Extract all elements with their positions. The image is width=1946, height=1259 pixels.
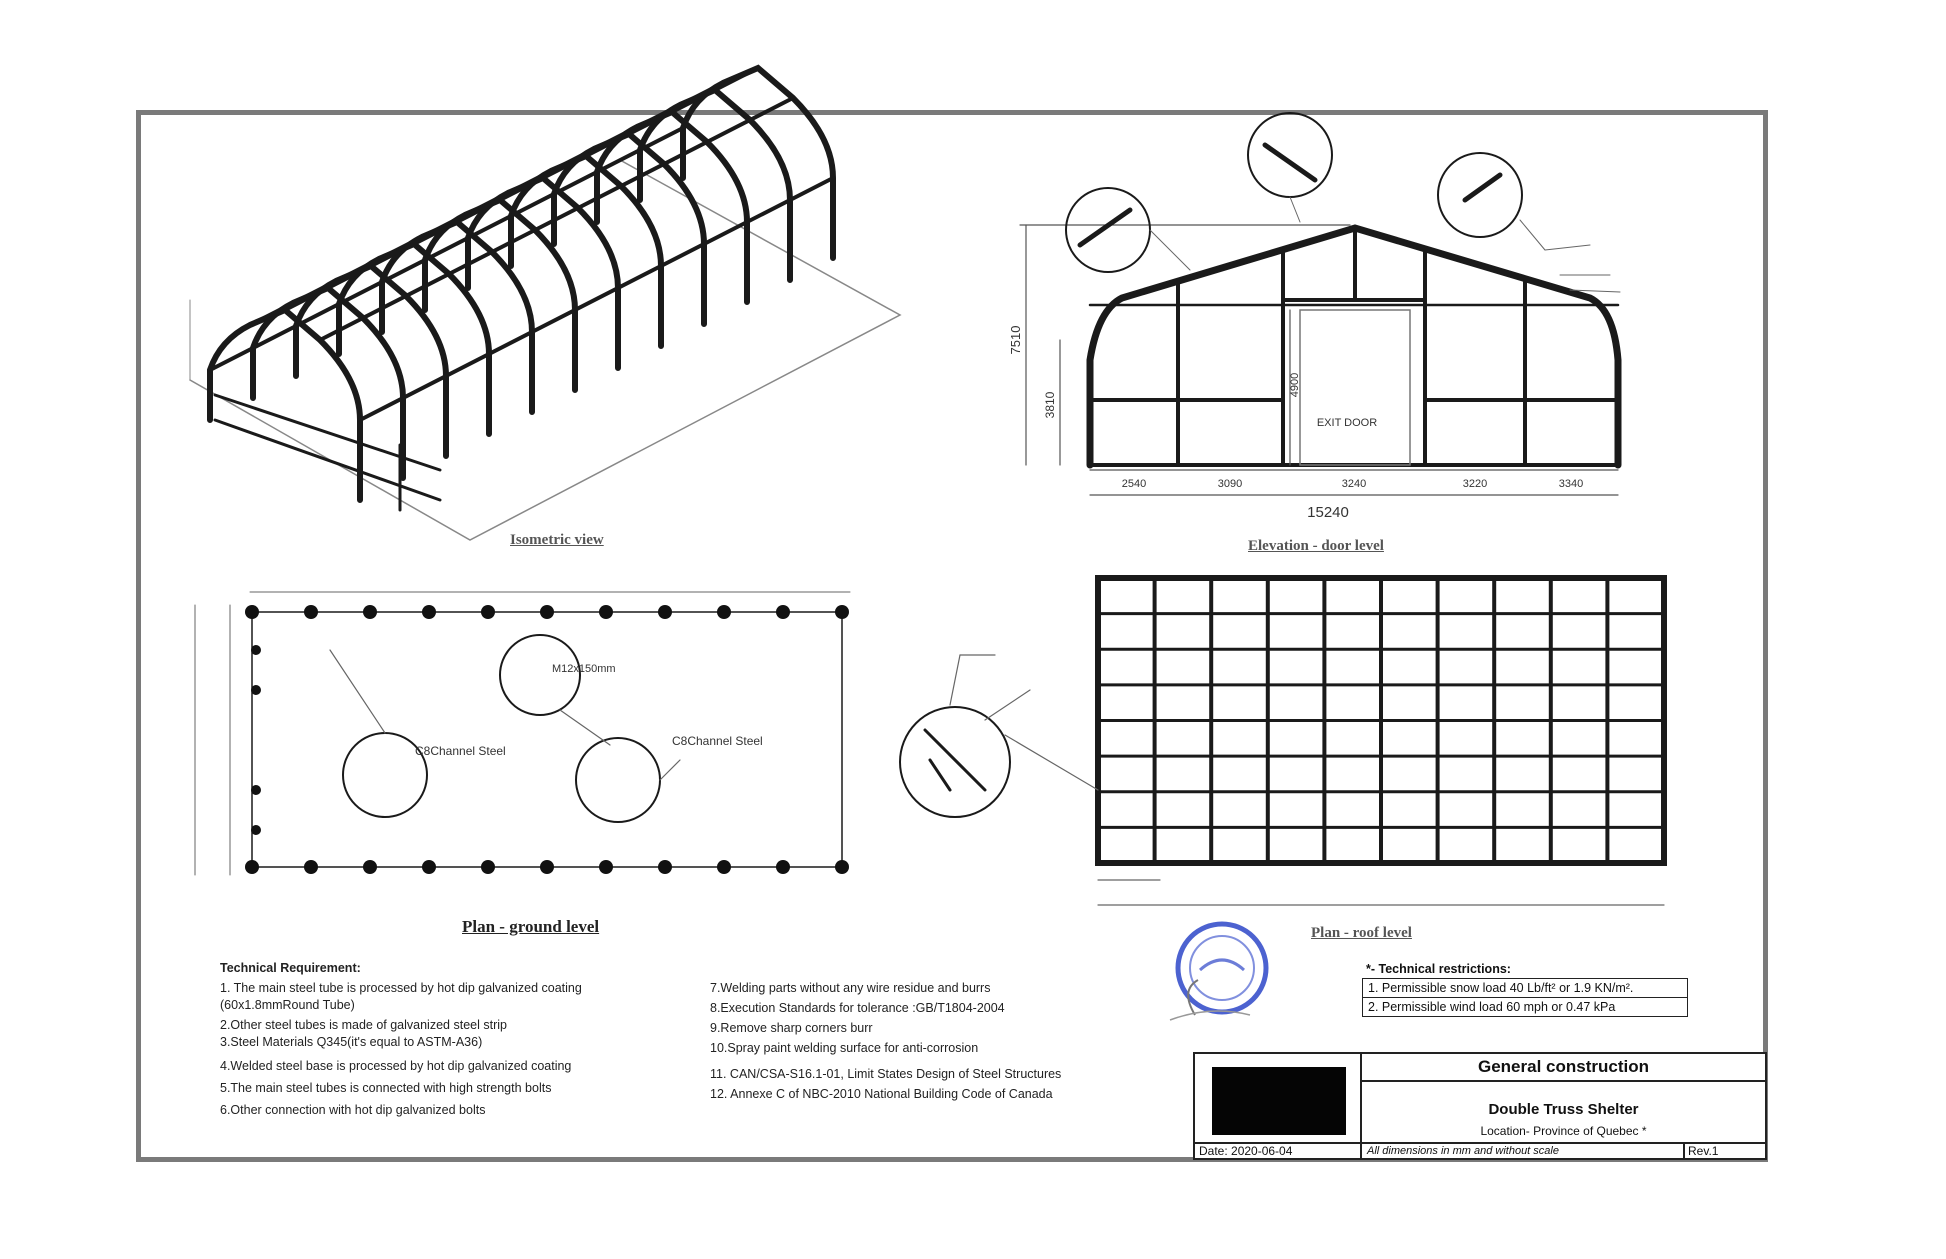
- elevation-overall-dimension: 15240: [1307, 504, 1349, 521]
- elevation-bay-dimension: 2540: [1121, 478, 1147, 490]
- plan-ground-caption: Plan - ground level: [462, 917, 600, 936]
- revision-label: Rev.1: [1688, 1144, 1719, 1158]
- column-base: [363, 605, 377, 619]
- requirement-item: 7.Welding parts without any wire residue and burrs: [710, 981, 991, 995]
- elevation-bay-dimension: 3220: [1462, 478, 1488, 490]
- elevation-total-height-dimension: 7510: [1008, 325, 1023, 355]
- requirement-item: 10.Spray paint welding surface for anti-corrosion: [710, 1041, 979, 1055]
- approval-stamp: [1150, 910, 1280, 1040]
- requirement-item: 12. Annexe C of NBC-2010 National Building Code of Canada: [710, 1087, 1053, 1101]
- column-base: [304, 605, 318, 619]
- column-base: [540, 860, 554, 874]
- elevation-bay-dimension: 3340: [1558, 478, 1584, 490]
- column-base: [422, 860, 436, 874]
- title-block-header: General construction: [1478, 1057, 1649, 1076]
- column-base: [835, 860, 849, 874]
- column-base: [251, 685, 261, 695]
- column-base: [245, 605, 259, 619]
- plan-roof-view: [900, 578, 1664, 905]
- requirement-item: (60x1.8mmRound Tube): [220, 998, 355, 1012]
- restrictions-title: *- Technical restrictions:: [1366, 962, 1511, 976]
- column-base: [717, 860, 731, 874]
- elevation-bay-dimension: 3090: [1217, 478, 1243, 490]
- isometric-purlin: [210, 128, 683, 370]
- column-base: [540, 605, 554, 619]
- column-base: [304, 860, 318, 874]
- requirement-item: 1. The main steel tube is processed by hot dip galvanized coating: [220, 981, 582, 995]
- column-base: [835, 605, 849, 619]
- column-base: [251, 825, 261, 835]
- restriction-snow-load: 1. Permissible snow load 40 Lb/ft² or 1.9 KN/m².: [1363, 979, 1688, 998]
- elevation-side-height-dimension: 3810: [1043, 391, 1057, 419]
- technical-requirements-left: [220, 958, 660, 1120]
- column-base: [717, 605, 731, 619]
- elevation-door-label: EXIT DOOR: [1316, 417, 1378, 429]
- restrictions-table: [1362, 978, 1688, 1017]
- requirement-item: 3.Steel Materials Q345(it's equal to ASTM-A36): [220, 1035, 483, 1049]
- column-base: [599, 860, 613, 874]
- plan-bolt-callout: M12x150mm: [552, 663, 616, 675]
- column-base: [245, 860, 259, 874]
- requirement-item: 8.Execution Standards for tolerance :GB/T1804-2004: [710, 1001, 1005, 1015]
- requirement-item: 5.The main steel tubes is connected with high strength bolts: [220, 1081, 552, 1095]
- elevation-view: [1020, 113, 1620, 495]
- column-base: [363, 860, 377, 874]
- technical-requirements-title: Technical Requirement:: [220, 961, 361, 975]
- elevation-door-height-dimension: 4900: [1289, 372, 1301, 398]
- isometric-purlin: [250, 83, 723, 325]
- column-base: [658, 860, 672, 874]
- requirement-item: 9.Remove sharp corners burr: [710, 1021, 873, 1035]
- requirement-item: 2.Other steel tubes is made of galvanized steel strip: [220, 1018, 507, 1032]
- isometric-view-caption: Isometric view: [510, 532, 604, 548]
- plan-roof-caption: Plan - roof level: [1311, 925, 1412, 941]
- column-base: [251, 785, 261, 795]
- redacted-logo: [1212, 1067, 1346, 1135]
- column-base: [658, 605, 672, 619]
- column-base: [776, 860, 790, 874]
- elevation-bay-dimension: 3240: [1341, 478, 1367, 490]
- requirement-item: 11. CAN/CSA-S16.1-01, Limit States Design of Steel Structures: [710, 1067, 1062, 1081]
- column-base: [481, 860, 495, 874]
- project-name: Double Truss Shelter: [1488, 1101, 1639, 1118]
- isometric-purlin: [320, 98, 793, 340]
- column-base: [776, 605, 790, 619]
- requirement-item: 4.Welded steel base is processed by hot dip galvanized coating: [220, 1059, 572, 1073]
- dimensions-note: All dimensions in mm and without scale: [1367, 1145, 1559, 1157]
- column-base: [251, 645, 261, 655]
- elevation-view-caption: Elevation - door level: [1248, 538, 1384, 554]
- drawing-date: Date: 2020-06-04: [1199, 1144, 1293, 1158]
- column-base: [599, 605, 613, 619]
- requirement-item: 6.Other connection with hot dip galvanized bolts: [220, 1103, 486, 1117]
- restriction-wind-load: 2. Permissible wind load 60 mph or 0.47 kPa: [1363, 998, 1688, 1017]
- title-block: [1193, 1052, 1767, 1160]
- plan-channel-callout: C8Channel Steel: [672, 734, 763, 748]
- technical-requirements-right: [710, 978, 1130, 1104]
- technical-restrictions: [1362, 962, 1688, 1017]
- isometric-view: [190, 68, 900, 540]
- project-location: Location- Province of Quebec *: [1480, 1124, 1647, 1138]
- plan-channel-callout: C8Channel Steel: [415, 744, 506, 758]
- column-base: [422, 605, 436, 619]
- column-base: [481, 605, 495, 619]
